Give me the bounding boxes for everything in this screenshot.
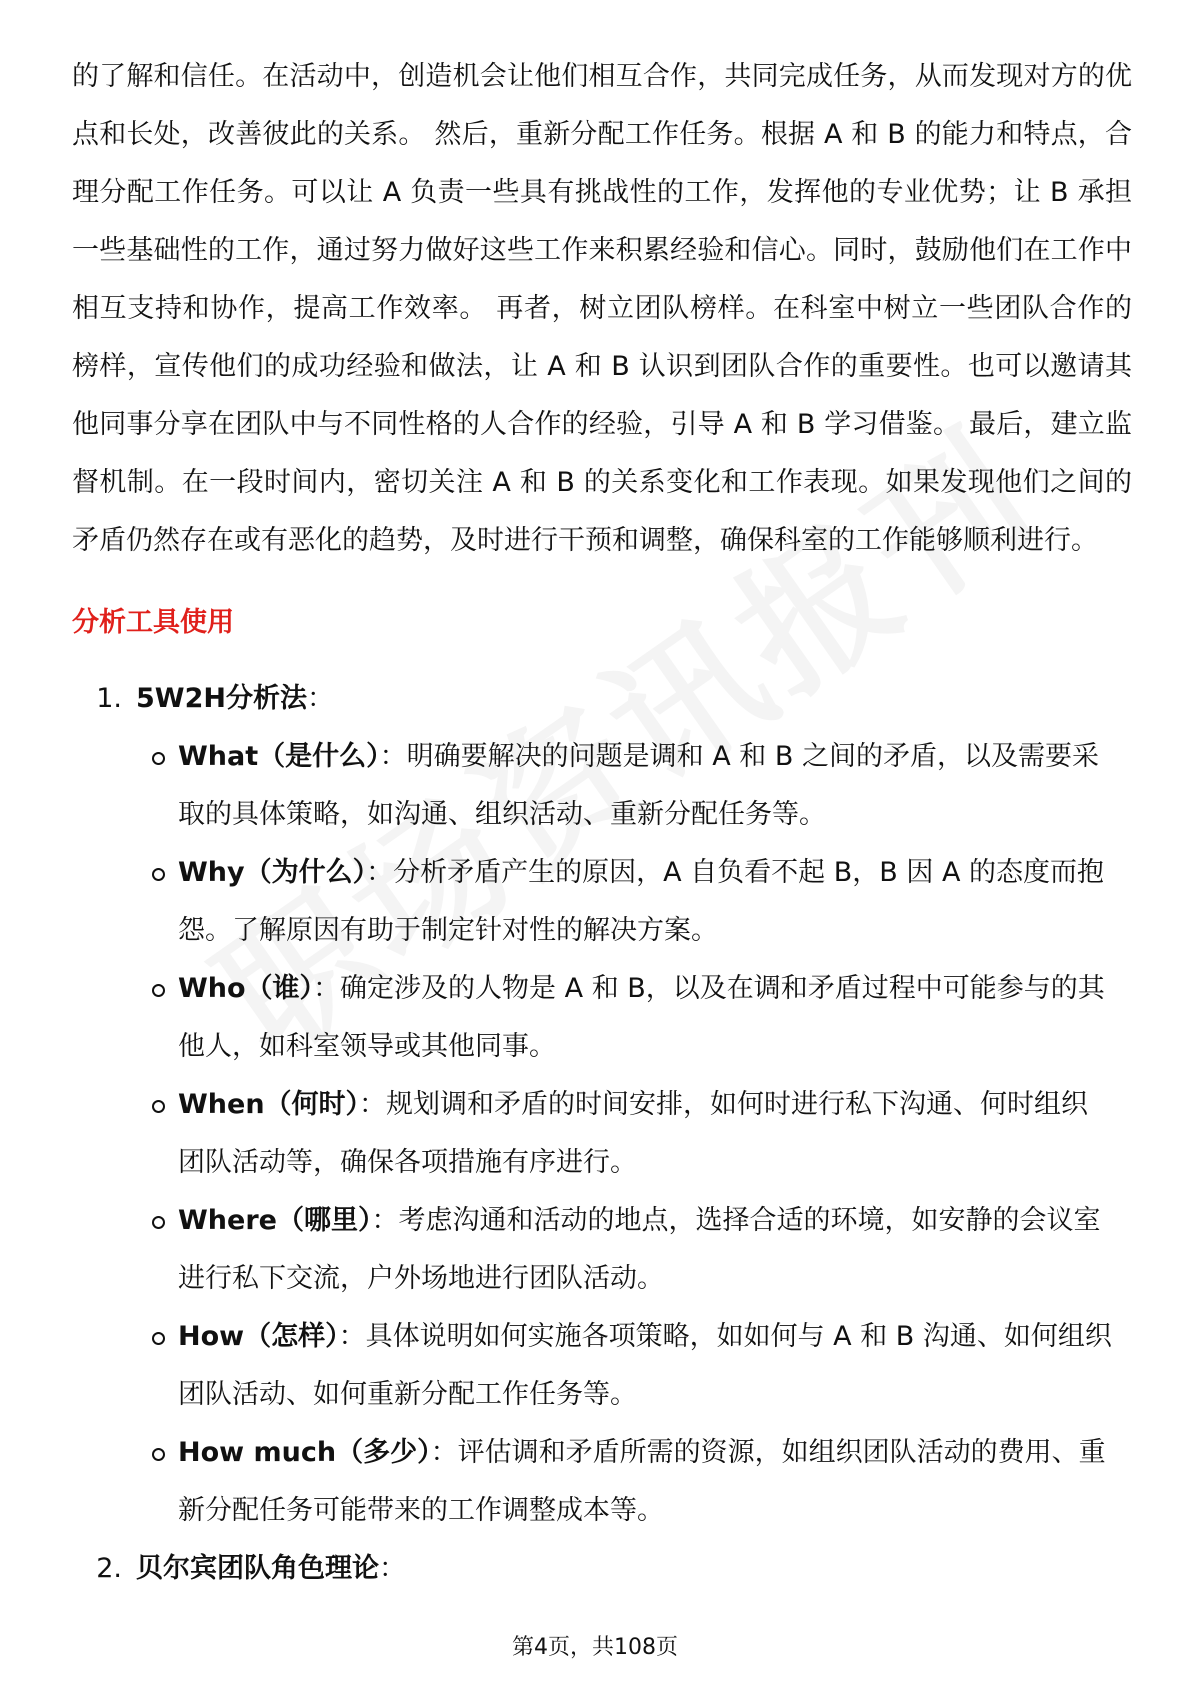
list-heading: 5W2H分析法： — [136, 683, 334, 714]
description: ：明确要解决的问题是调和 A 和 B 之间的矛盾，以及需要采取的具体策略，如沟通、组织活动、重新分配任务等。 — [178, 741, 1099, 830]
bullet-icon — [152, 1332, 165, 1345]
section-title: 分析工具使用 — [72, 607, 234, 638]
page-content — [72, 48, 1132, 1598]
ordered-list — [72, 670, 1132, 1598]
intro-paragraph: 的了解和信任。在活动中，创造机会让他们相互合作，共同完成任务，从而发现对方的优点和长处，改善彼此的关系。 然后，重新分配工作任务。根据 A 和 B 的能力和特点，合理分配工作任务。可以让 A 负责一些具有挑战性的工作，发挥他的专业优势；让 B 承担一些基础性的工作，通过努力做好这些工作来积累经验和信心。同时，鼓励他们在工作中相互支持和协作，提高工作效率。 再者，树立团队榜样。在科室中树立一些团队合作的榜样，宣传他们的成功经验和做法，让 A 和 B 认识到团队合作的重要性。也可以邀请其他同事分享在团队中与不同性格的人合作的经验，引导 A 和 B 学习借鉴。 最后，建立监督机制。在一段时间内，密切关注 A 和 B 的关系变化和工作表现。如果发现他们之间的矛盾仍然存在或有恶化的趋势，及时进行干预和调整，确保科室的工作能够顺利进行。 — [72, 61, 1132, 556]
page-footer: 第4页，共108页 — [512, 1635, 678, 1660]
description: ：具体说明如何实施各项策略，如如何与 A 和 B 沟通、如何组织团队活动、如何重新分配工作任务等。 — [178, 1321, 1112, 1410]
list-number: 1. — [96, 683, 122, 714]
term: What（是什么） — [178, 741, 380, 772]
bullet-icon — [152, 1216, 165, 1229]
sub-item-what — [178, 728, 1132, 844]
list-item-belbin — [72, 1540, 1132, 1598]
term: Where（哪里） — [178, 1205, 372, 1236]
sub-item-how-much — [178, 1424, 1132, 1540]
bullet-icon — [152, 752, 165, 765]
bullet-icon — [152, 1100, 165, 1113]
sub-item-how — [178, 1308, 1132, 1424]
description: ：考虑沟通和活动的地点，选择合适的环境，如安静的会议室进行私下交流，户外场地进行团队活动。 — [178, 1205, 1101, 1294]
description: ：确定涉及的人物是 A 和 B，以及在调和矛盾过程中可能参与的其他人，如科室领导或其他同事。 — [178, 973, 1105, 1062]
term: Why（为什么） — [178, 857, 367, 888]
list-number: 2. — [96, 1553, 122, 1584]
list-heading: 贝尔宾团队角色理论： — [136, 1553, 406, 1584]
sub-item-why — [178, 844, 1132, 960]
bullet-icon — [152, 984, 165, 997]
sub-list-5w2h — [72, 728, 1132, 1540]
sub-item-where — [178, 1192, 1132, 1308]
sub-item-when — [178, 1076, 1132, 1192]
sub-item-who — [178, 960, 1132, 1076]
list-item-5w2h — [72, 670, 1132, 728]
bullet-icon — [152, 868, 165, 881]
description: ：分析矛盾产生的原因，A 自负看不起 B，B 因 A 的态度而抱怨。了解原因有助于制定针对性的解决方案。 — [178, 857, 1105, 946]
term: When（何时） — [178, 1089, 360, 1120]
term: How much（多少） — [178, 1437, 431, 1468]
bullet-icon — [152, 1448, 165, 1461]
term: How（怎样） — [178, 1321, 339, 1352]
description: ：规划调和矛盾的时间安排，如何时进行私下沟通、何时组织团队活动等，确保各项措施有序进行。 — [178, 1089, 1089, 1178]
term: Who（谁） — [178, 973, 314, 1004]
description: ：评估调和矛盾所需的资源，如组织团队活动的费用、重新分配任务可能带来的工作调整成本等。 — [178, 1437, 1106, 1526]
